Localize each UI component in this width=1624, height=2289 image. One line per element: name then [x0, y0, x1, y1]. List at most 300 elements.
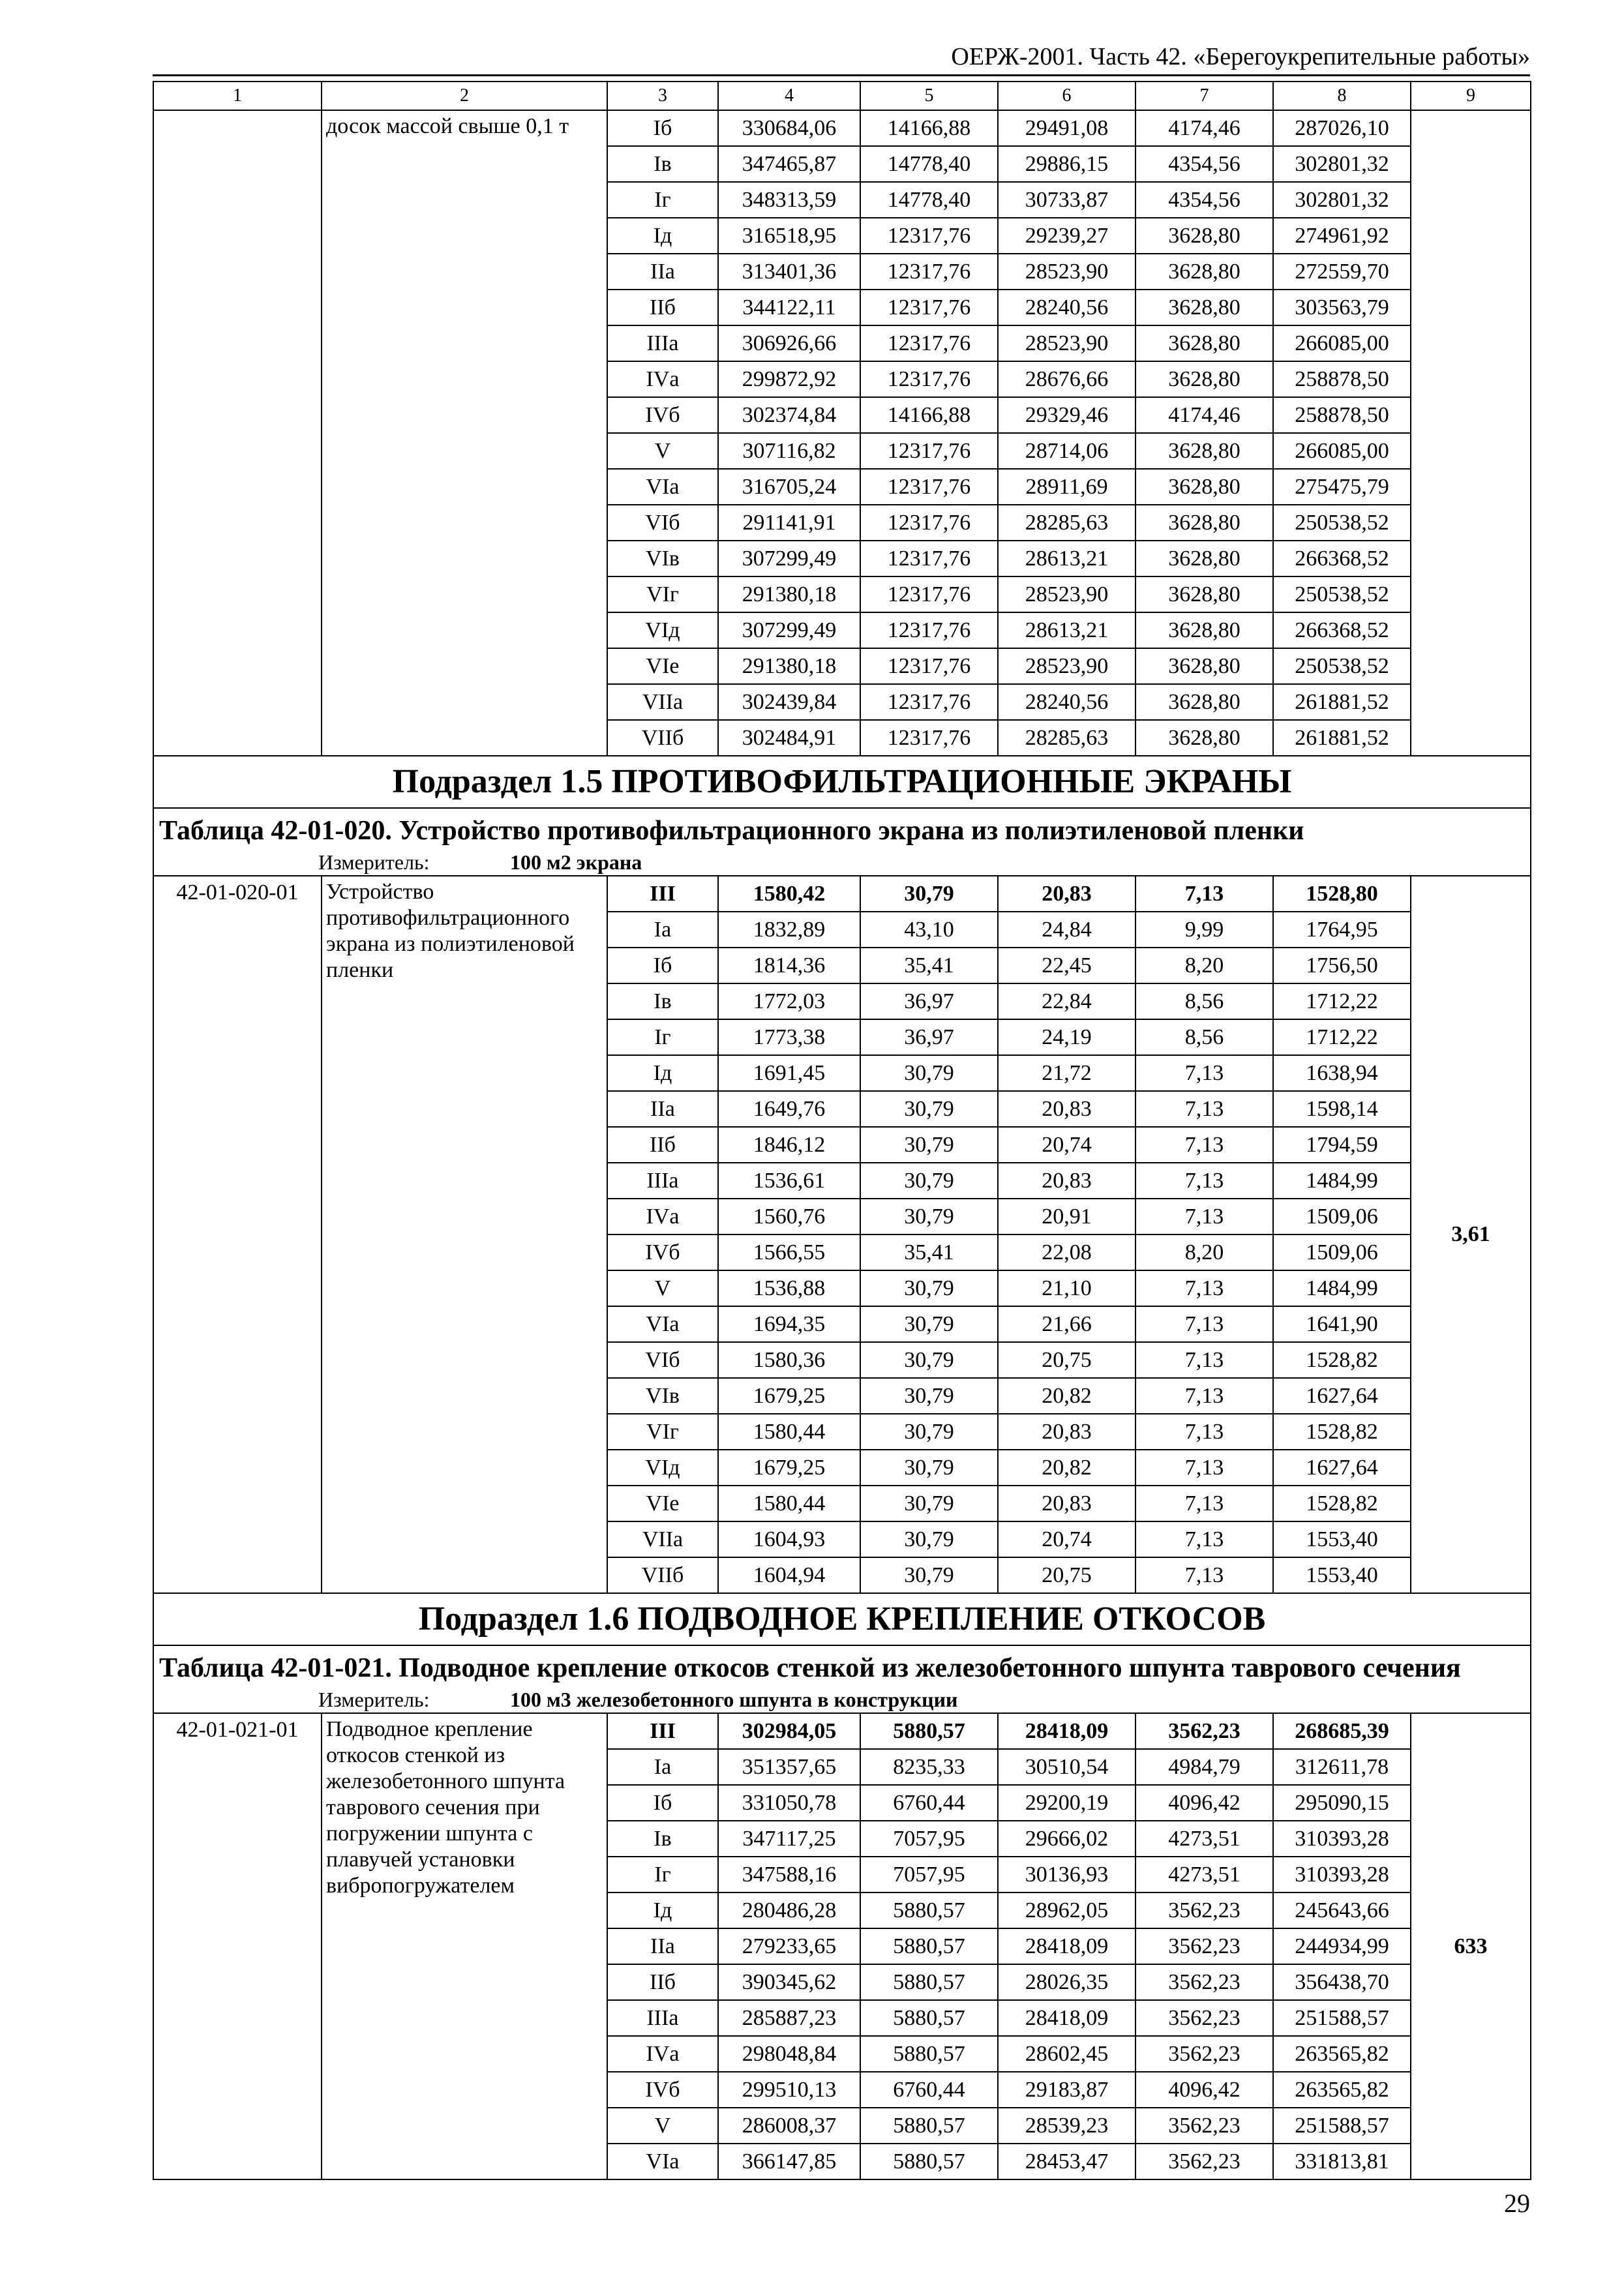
value-cell: 1580,36	[718, 1342, 860, 1378]
zone-cell: VIв	[607, 541, 718, 576]
value-cell: 8,20	[1135, 948, 1273, 983]
value-cell: 258878,50	[1273, 361, 1411, 397]
value-cell: 29491,08	[998, 110, 1135, 146]
value-cell: 29183,87	[998, 2072, 1135, 2108]
value-cell: 7,13	[1135, 1557, 1273, 1593]
value-cell: 30,79	[860, 1342, 998, 1378]
value-cell: 310393,28	[1273, 1857, 1411, 1893]
rate-code	[153, 110, 322, 756]
labor-cost	[1411, 110, 1531, 756]
value-cell: 30,79	[860, 1270, 998, 1306]
value-cell: 1580,44	[718, 1414, 860, 1450]
value-cell: 1764,95	[1273, 912, 1411, 948]
value-cell: 310393,28	[1273, 1821, 1411, 1857]
value-cell: 30,79	[860, 1557, 998, 1593]
zone-cell: Iг	[607, 1019, 718, 1055]
measure-row	[153, 1686, 1531, 1713]
value-cell: 12317,76	[860, 290, 998, 325]
value-cell: 298048,84	[718, 2036, 860, 2072]
value-cell: 29239,27	[998, 218, 1135, 254]
zone-cell: Iд	[607, 1055, 718, 1091]
value-cell: 330684,06	[718, 110, 860, 146]
value-cell: 1580,42	[718, 876, 860, 912]
value-cell: 3562,23	[1135, 2108, 1273, 2144]
value-cell: 20,83	[998, 1163, 1135, 1199]
column-number: 1	[153, 82, 322, 110]
subsection-title: Подраздел 1.5 ПРОТИВОФИЛЬТРАЦИОННЫЕ ЭКРАНЫ	[153, 756, 1531, 808]
value-cell: 30136,93	[998, 1857, 1135, 1893]
column-number: 3	[607, 82, 718, 110]
value-cell: 261881,52	[1273, 684, 1411, 720]
zone-cell: Iб	[607, 110, 718, 146]
value-cell: 275475,79	[1273, 469, 1411, 505]
page-header: ОЕРЖ-2001. Часть 42. «Берегоукрепительные работы»	[951, 43, 1530, 70]
value-cell: 7,13	[1135, 1450, 1273, 1486]
measure-cell	[153, 849, 1531, 876]
value-cell: 268685,39	[1273, 1713, 1411, 1749]
value-cell: 1712,22	[1273, 983, 1411, 1019]
value-cell: 390345,62	[718, 1964, 860, 2000]
value-cell: 30510,54	[998, 1749, 1135, 1785]
column-number: 2	[322, 82, 607, 110]
zone-cell: Iв	[607, 1821, 718, 1857]
value-cell: 3628,80	[1135, 433, 1273, 469]
value-cell: 347117,25	[718, 1821, 860, 1857]
work-description: Подводное крепление откосов стенкой из железобетонного шпунта таврового сечения при погружении шпунта с плавучей установки вибропогружателем	[322, 1713, 607, 2179]
value-cell: 3628,80	[1135, 720, 1273, 756]
header-rule	[153, 74, 1530, 76]
value-cell: 5880,57	[860, 1928, 998, 1964]
value-cell: 30,79	[860, 1091, 998, 1127]
value-cell: 3628,80	[1135, 325, 1273, 361]
value-cell: 3628,80	[1135, 576, 1273, 612]
labor-cost: 633	[1411, 1713, 1531, 2179]
value-cell: 7,13	[1135, 1306, 1273, 1342]
value-cell: 12317,76	[860, 325, 998, 361]
value-cell: 21,72	[998, 1055, 1135, 1091]
measure-row	[153, 849, 1531, 876]
value-cell: 302801,32	[1273, 146, 1411, 182]
zone-cell: IVб	[607, 2072, 718, 2108]
zone-cell: IIIа	[607, 1163, 718, 1199]
value-cell: 24,19	[998, 1019, 1135, 1055]
value-cell: 9,99	[1135, 912, 1273, 948]
value-cell: 22,84	[998, 983, 1135, 1019]
value-cell: 24,84	[998, 912, 1135, 948]
zone-cell: VIIб	[607, 1557, 718, 1593]
zone-cell: VIд	[607, 1450, 718, 1486]
value-cell: 3628,80	[1135, 218, 1273, 254]
value-cell: 30,79	[860, 1127, 998, 1163]
value-cell: 348313,59	[718, 182, 860, 218]
value-cell: 7,13	[1135, 1414, 1273, 1450]
rate-code: 42-01-020-01	[153, 876, 322, 1593]
value-cell: 6760,44	[860, 2072, 998, 2108]
zone-cell: VIв	[607, 1378, 718, 1414]
value-cell: 3562,23	[1135, 1893, 1273, 1928]
value-cell: 1691,45	[718, 1055, 860, 1091]
value-cell: 266368,52	[1273, 612, 1411, 648]
subsection-title: Подраздел 1.6 ПОДВОДНОЕ КРЕПЛЕНИЕ ОТКОСОВ	[153, 1593, 1531, 1645]
value-cell: 1604,94	[718, 1557, 860, 1593]
column-number: 5	[860, 82, 998, 110]
zone-cell: Iв	[607, 146, 718, 182]
table-title: Таблица 42-01-020. Устройство противофильтрационного экрана из полиэтиленовой пленки	[153, 808, 1531, 849]
value-cell: 1566,55	[718, 1234, 860, 1270]
table-title-row	[153, 808, 1531, 849]
value-cell: 14166,88	[860, 110, 998, 146]
value-cell: 244934,99	[1273, 1928, 1411, 1964]
value-cell: 307116,82	[718, 433, 860, 469]
value-cell: 366147,85	[718, 2144, 860, 2179]
value-cell: 22,08	[998, 1234, 1135, 1270]
value-cell: 3628,80	[1135, 505, 1273, 541]
value-cell: 7,13	[1135, 1378, 1273, 1414]
value-cell: 20,83	[998, 1091, 1135, 1127]
zone-cell: IVа	[607, 1199, 718, 1234]
zone-cell: Iг	[607, 182, 718, 218]
value-cell: 5880,57	[860, 2144, 998, 2179]
value-cell: 6760,44	[860, 1785, 998, 1821]
value-cell: 299872,92	[718, 361, 860, 397]
value-cell: 14166,88	[860, 397, 998, 433]
value-cell: 3628,80	[1135, 684, 1273, 720]
value-cell: 285887,23	[718, 2000, 860, 2036]
zone-cell: IIIа	[607, 325, 718, 361]
value-cell: 1627,64	[1273, 1378, 1411, 1414]
value-cell: 1528,82	[1273, 1486, 1411, 1521]
value-cell: 1832,89	[718, 912, 860, 948]
value-cell: 1553,40	[1273, 1557, 1411, 1593]
value-cell: 29886,15	[998, 146, 1135, 182]
column-number: 4	[718, 82, 860, 110]
value-cell: 302439,84	[718, 684, 860, 720]
value-cell: 20,83	[998, 1486, 1135, 1521]
zone-cell: VIа	[607, 469, 718, 505]
value-cell: 30,79	[860, 1378, 998, 1414]
value-cell: 30,79	[860, 1306, 998, 1342]
value-cell: 20,82	[998, 1450, 1135, 1486]
value-cell: 1528,82	[1273, 1342, 1411, 1378]
value-cell: 36,97	[860, 983, 998, 1019]
subsection-row	[153, 756, 1531, 808]
zone-cell: IVб	[607, 397, 718, 433]
zone-cell: VIб	[607, 505, 718, 541]
measure-value: 100 м2 экрана	[510, 850, 642, 874]
value-cell: 1773,38	[718, 1019, 860, 1055]
value-cell: 30,79	[860, 1521, 998, 1557]
value-cell: 263565,82	[1273, 2036, 1411, 2072]
value-cell: 347588,16	[718, 1857, 860, 1893]
value-cell: 30,79	[860, 876, 998, 912]
value-cell: 7,13	[1135, 1055, 1273, 1091]
value-cell: 12317,76	[860, 433, 998, 469]
value-cell: 4984,79	[1135, 1749, 1273, 1785]
value-cell: 306926,66	[718, 325, 860, 361]
value-cell: 7057,95	[860, 1857, 998, 1893]
value-cell: 251588,57	[1273, 2000, 1411, 2036]
value-cell: 28418,09	[998, 2000, 1135, 2036]
zone-cell: VIа	[607, 1306, 718, 1342]
value-cell: 28523,90	[998, 648, 1135, 684]
value-cell: 7,13	[1135, 1199, 1273, 1234]
value-cell: 1679,25	[718, 1450, 860, 1486]
value-cell: 4174,46	[1135, 110, 1273, 146]
value-cell: 12317,76	[860, 576, 998, 612]
value-cell: 30,79	[860, 1486, 998, 1521]
zone-cell: VIг	[607, 576, 718, 612]
value-cell: 3628,80	[1135, 648, 1273, 684]
value-cell: 30,79	[860, 1414, 998, 1450]
value-cell: 1679,25	[718, 1378, 860, 1414]
value-cell: 1528,80	[1273, 876, 1411, 912]
zone-cell: III	[607, 1713, 718, 1749]
value-cell: 1814,36	[718, 948, 860, 983]
value-cell: 30,79	[860, 1055, 998, 1091]
value-cell: 3562,23	[1135, 2000, 1273, 2036]
value-cell: 1641,90	[1273, 1306, 1411, 1342]
value-cell: 1536,88	[718, 1270, 860, 1306]
measure-label: Измеритель:	[318, 850, 430, 874]
value-cell: 280486,28	[718, 1893, 860, 1928]
value-cell: 279233,65	[718, 1928, 860, 1964]
subsection-row	[153, 1593, 1531, 1645]
value-cell: 8,56	[1135, 1019, 1273, 1055]
value-cell: 1694,35	[718, 1306, 860, 1342]
value-cell: 28418,09	[998, 1713, 1135, 1749]
zone-cell: Iб	[607, 948, 718, 983]
value-cell: 28676,66	[998, 361, 1135, 397]
value-cell: 22,45	[998, 948, 1135, 983]
value-cell: 12317,76	[860, 541, 998, 576]
value-cell: 28285,63	[998, 505, 1135, 541]
value-cell: 307299,49	[718, 541, 860, 576]
zone-cell: IIа	[607, 1091, 718, 1127]
value-cell: 28911,69	[998, 469, 1135, 505]
zone-cell: IVа	[607, 2036, 718, 2072]
measure-label: Измеритель:	[318, 1688, 430, 1711]
value-cell: 7,13	[1135, 1486, 1273, 1521]
work-description: досок массой свыше 0,1 т	[322, 110, 607, 756]
value-cell: 28285,63	[998, 720, 1135, 756]
value-cell: 344122,11	[718, 290, 860, 325]
value-cell: 250538,52	[1273, 648, 1411, 684]
zone-cell: Iа	[607, 912, 718, 948]
rates-table	[153, 81, 1531, 2180]
value-cell: 7,13	[1135, 876, 1273, 912]
value-cell: 7,13	[1135, 1091, 1273, 1127]
table-title: Таблица 42-01-021. Подводное крепление откосов стенкой из железобетонного шпунта таврового сечения	[153, 1645, 1531, 1686]
value-cell: 303563,79	[1273, 290, 1411, 325]
value-cell: 20,82	[998, 1378, 1135, 1414]
zone-cell: VIIа	[607, 684, 718, 720]
value-cell: 302374,84	[718, 397, 860, 433]
value-cell: 8235,33	[860, 1749, 998, 1785]
table-row	[153, 1713, 1531, 1749]
value-cell: 5880,57	[860, 1713, 998, 1749]
value-cell: 4273,51	[1135, 1821, 1273, 1857]
value-cell: 3628,80	[1135, 469, 1273, 505]
rate-code: 42-01-021-01	[153, 1713, 322, 2179]
value-cell: 347465,87	[718, 146, 860, 182]
value-cell: 29200,19	[998, 1785, 1135, 1821]
value-cell: 5880,57	[860, 2036, 998, 2072]
value-cell: 28523,90	[998, 254, 1135, 290]
value-cell: 28240,56	[998, 290, 1135, 325]
value-cell: 263565,82	[1273, 2072, 1411, 2108]
value-cell: 4174,46	[1135, 397, 1273, 433]
value-cell: 251588,57	[1273, 2108, 1411, 2144]
value-cell: 5880,57	[860, 1893, 998, 1928]
zone-cell: VIIб	[607, 720, 718, 756]
value-cell: 1627,64	[1273, 1450, 1411, 1486]
value-cell: 20,75	[998, 1557, 1135, 1593]
value-cell: 28026,35	[998, 1964, 1135, 2000]
value-cell: 286008,37	[718, 2108, 860, 2144]
value-cell: 36,97	[860, 1019, 998, 1055]
value-cell: 7,13	[1135, 1521, 1273, 1557]
value-cell: 313401,36	[718, 254, 860, 290]
column-number: 9	[1411, 82, 1531, 110]
zone-cell: V	[607, 2108, 718, 2144]
value-cell: 12317,76	[860, 612, 998, 648]
value-cell: 261881,52	[1273, 720, 1411, 756]
column-number: 6	[998, 82, 1135, 110]
value-cell: 28613,21	[998, 541, 1135, 576]
zone-cell: Iб	[607, 1785, 718, 1821]
value-cell: 1598,14	[1273, 1091, 1411, 1127]
value-cell: 299510,13	[718, 2072, 860, 2108]
value-cell: 8,20	[1135, 1234, 1273, 1270]
value-cell: 35,41	[860, 1234, 998, 1270]
value-cell: 250538,52	[1273, 576, 1411, 612]
value-cell: 12317,76	[860, 684, 998, 720]
value-cell: 307299,49	[718, 612, 860, 648]
column-numbers-row	[153, 82, 1531, 110]
value-cell: 1509,06	[1273, 1199, 1411, 1234]
value-cell: 20,74	[998, 1127, 1135, 1163]
zone-cell: III	[607, 876, 718, 912]
value-cell: 21,10	[998, 1270, 1135, 1306]
value-cell: 28418,09	[998, 1928, 1135, 1964]
value-cell: 28539,23	[998, 2108, 1135, 2144]
zone-cell: VIб	[607, 1342, 718, 1378]
zone-cell: IIа	[607, 1928, 718, 1964]
value-cell: 266368,52	[1273, 541, 1411, 576]
value-cell: 302484,91	[718, 720, 860, 756]
column-number: 8	[1273, 82, 1411, 110]
value-cell: 295090,15	[1273, 1785, 1411, 1821]
value-cell: 316518,95	[718, 218, 860, 254]
value-cell: 12317,76	[860, 648, 998, 684]
value-cell: 35,41	[860, 948, 998, 983]
zone-cell: Iд	[607, 218, 718, 254]
value-cell: 20,91	[998, 1199, 1135, 1234]
value-cell: 12317,76	[860, 469, 998, 505]
value-cell: 28453,47	[998, 2144, 1135, 2179]
value-cell: 14778,40	[860, 146, 998, 182]
value-cell: 3628,80	[1135, 612, 1273, 648]
value-cell: 250538,52	[1273, 505, 1411, 541]
value-cell: 266085,00	[1273, 325, 1411, 361]
value-cell: 12317,76	[860, 361, 998, 397]
zone-cell: VIе	[607, 648, 718, 684]
value-cell: 12317,76	[860, 254, 998, 290]
zone-cell: V	[607, 1270, 718, 1306]
value-cell: 7,13	[1135, 1342, 1273, 1378]
value-cell: 30,79	[860, 1450, 998, 1486]
zone-cell: IIа	[607, 254, 718, 290]
value-cell: 28523,90	[998, 325, 1135, 361]
value-cell: 21,66	[998, 1306, 1135, 1342]
value-cell: 351357,65	[718, 1749, 860, 1785]
zone-cell: Iг	[607, 1857, 718, 1893]
value-cell: 28962,05	[998, 1893, 1135, 1928]
value-cell: 4354,56	[1135, 146, 1273, 182]
value-cell: 7057,95	[860, 1821, 998, 1857]
value-cell: 5880,57	[860, 2000, 998, 2036]
value-cell: 28613,21	[998, 612, 1135, 648]
zone-cell: VIа	[607, 2144, 718, 2179]
value-cell: 4273,51	[1135, 1857, 1273, 1893]
value-cell: 287026,10	[1273, 110, 1411, 146]
zone-cell: VIIа	[607, 1521, 718, 1557]
value-cell: 1794,59	[1273, 1127, 1411, 1163]
zone-cell: V	[607, 433, 718, 469]
zone-cell: VIе	[607, 1486, 718, 1521]
table-row	[153, 876, 1531, 912]
zone-cell: VIг	[607, 1414, 718, 1450]
value-cell: 4354,56	[1135, 182, 1273, 218]
value-cell: 3628,80	[1135, 290, 1273, 325]
value-cell: 4096,42	[1135, 2072, 1273, 2108]
value-cell: 28240,56	[998, 684, 1135, 720]
value-cell: 1484,99	[1273, 1270, 1411, 1306]
value-cell: 356438,70	[1273, 1964, 1411, 2000]
value-cell: 274961,92	[1273, 218, 1411, 254]
measure-value: 100 м3 железобетонного шпунта в конструкции	[510, 1688, 958, 1711]
value-cell: 28714,06	[998, 433, 1135, 469]
value-cell: 20,83	[998, 1414, 1135, 1450]
value-cell: 7,13	[1135, 1127, 1273, 1163]
table-title-row	[153, 1645, 1531, 1686]
value-cell: 266085,00	[1273, 433, 1411, 469]
zone-cell: IVа	[607, 361, 718, 397]
value-cell: 29329,46	[998, 397, 1135, 433]
value-cell: 30,79	[860, 1163, 998, 1199]
value-cell: 12317,76	[860, 720, 998, 756]
value-cell: 1509,06	[1273, 1234, 1411, 1270]
value-cell: 3562,23	[1135, 1713, 1273, 1749]
value-cell: 291380,18	[718, 648, 860, 684]
value-cell: 3562,23	[1135, 1928, 1273, 1964]
value-cell: 20,83	[998, 876, 1135, 912]
value-cell: 1772,03	[718, 983, 860, 1019]
value-cell: 331050,78	[718, 1785, 860, 1821]
value-cell: 7,13	[1135, 1270, 1273, 1306]
value-cell: 3628,80	[1135, 254, 1273, 290]
value-cell: 302984,05	[718, 1713, 860, 1749]
value-cell: 3628,80	[1135, 361, 1273, 397]
value-cell: 8,56	[1135, 983, 1273, 1019]
value-cell: 1649,76	[718, 1091, 860, 1127]
zone-cell: IIб	[607, 1964, 718, 2000]
value-cell: 5880,57	[860, 2108, 998, 2144]
value-cell: 1553,40	[1273, 1521, 1411, 1557]
value-cell: 312611,78	[1273, 1749, 1411, 1785]
value-cell: 1580,44	[718, 1486, 860, 1521]
zone-cell: IIб	[607, 1127, 718, 1163]
